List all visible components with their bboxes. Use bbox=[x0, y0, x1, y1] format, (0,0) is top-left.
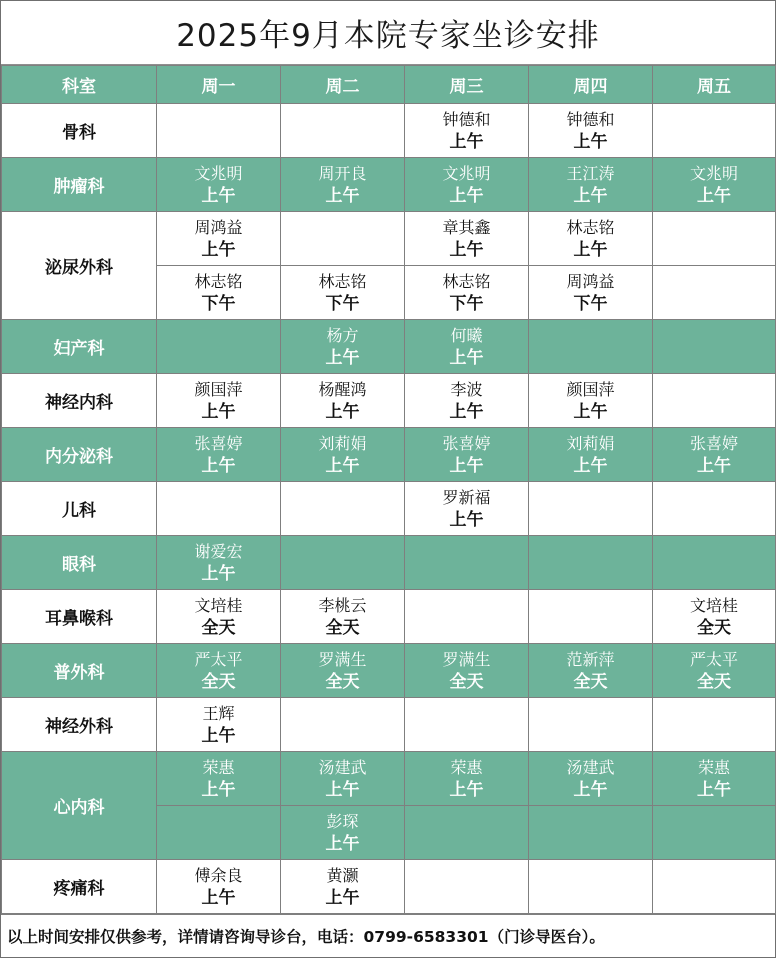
dept-cell: 泌尿外科 bbox=[2, 212, 157, 320]
session-time: 上午 bbox=[573, 455, 608, 476]
schedule-cell bbox=[529, 536, 653, 590]
session-time: 上午 bbox=[449, 347, 484, 368]
doctor-name: 周鸿益 bbox=[566, 271, 615, 291]
session-time: 上午 bbox=[201, 239, 236, 260]
session-time: 上午 bbox=[325, 185, 360, 206]
schedule-cell bbox=[405, 644, 529, 698]
doctor-name: 汤建武 bbox=[566, 757, 615, 777]
schedule-cell bbox=[405, 590, 529, 644]
schedule-cell bbox=[157, 698, 281, 752]
schedule-cell bbox=[653, 266, 776, 320]
doctor-name: 罗新福 bbox=[442, 487, 491, 507]
doctor-name: 王江涛 bbox=[566, 163, 615, 183]
schedule-cell bbox=[405, 860, 529, 914]
schedule-cell bbox=[529, 698, 653, 752]
schedule-cell bbox=[653, 428, 776, 482]
doctor-name: 谢爱宏 bbox=[194, 541, 243, 561]
schedule-cell bbox=[281, 320, 405, 374]
session-time: 全天 bbox=[325, 671, 360, 692]
session-time: 上午 bbox=[325, 833, 360, 854]
schedule-cell bbox=[157, 266, 281, 320]
schedule-cell bbox=[405, 320, 529, 374]
header-mon: 周一 bbox=[157, 66, 281, 104]
table-row bbox=[2, 374, 776, 428]
table-row bbox=[2, 590, 776, 644]
schedule-cell bbox=[405, 482, 529, 536]
header-dept: 科室 bbox=[2, 66, 157, 104]
session-time: 全天 bbox=[449, 671, 484, 692]
doctor-name: 文培桂 bbox=[689, 595, 738, 615]
session-time: 下午 bbox=[573, 293, 608, 314]
schedule-cell bbox=[653, 752, 776, 806]
session-time: 下午 bbox=[201, 293, 236, 314]
session-time: 上午 bbox=[697, 185, 731, 206]
schedule-cell bbox=[157, 428, 281, 482]
session-time: 上午 bbox=[449, 239, 484, 260]
schedule-cell bbox=[281, 482, 405, 536]
doctor-name: 文兆明 bbox=[689, 163, 738, 183]
schedule-cell bbox=[529, 644, 653, 698]
dept-cell: 疼痛科 bbox=[2, 860, 157, 914]
schedule-cell bbox=[157, 806, 281, 860]
schedule-cell bbox=[653, 158, 776, 212]
schedule-cell bbox=[405, 806, 529, 860]
doctor-name: 黄灏 bbox=[326, 865, 359, 885]
table-row bbox=[2, 860, 776, 914]
dept-cell: 心内科 bbox=[2, 752, 157, 860]
doctor-name: 张喜婷 bbox=[194, 433, 243, 453]
schedule-cell bbox=[653, 104, 776, 158]
doctor-name: 傅余良 bbox=[194, 865, 243, 885]
schedule-cell bbox=[653, 806, 776, 860]
doctor-name: 周开良 bbox=[318, 163, 367, 183]
schedule-cell bbox=[529, 374, 653, 428]
session-time: 全天 bbox=[573, 671, 608, 692]
schedule-cell bbox=[529, 104, 653, 158]
session-time: 上午 bbox=[449, 401, 484, 422]
table-row bbox=[2, 158, 776, 212]
doctor-name: 文兆明 bbox=[442, 163, 491, 183]
doctor-name: 范新萍 bbox=[566, 649, 615, 669]
dept-cell: 眼科 bbox=[2, 536, 157, 590]
doctor-name: 刘莉娟 bbox=[318, 433, 367, 453]
schedule-cell bbox=[529, 806, 653, 860]
schedule-cell bbox=[529, 320, 653, 374]
table-row bbox=[2, 536, 776, 590]
session-time: 上午 bbox=[325, 401, 360, 422]
schedule-cell bbox=[281, 104, 405, 158]
schedule-cell bbox=[405, 374, 529, 428]
session-time: 上午 bbox=[201, 563, 236, 584]
schedule-cell bbox=[157, 104, 281, 158]
doctor-name: 杨醒鸿 bbox=[318, 379, 367, 399]
schedule-cell bbox=[281, 590, 405, 644]
session-time: 下午 bbox=[325, 293, 360, 314]
schedule-cell bbox=[405, 536, 529, 590]
schedule-cell bbox=[529, 266, 653, 320]
schedule-cell bbox=[281, 212, 405, 266]
schedule-cell bbox=[529, 212, 653, 266]
session-time: 上午 bbox=[325, 347, 360, 368]
doctor-name: 颜国萍 bbox=[566, 379, 615, 399]
schedule-cell bbox=[281, 266, 405, 320]
session-time: 全天 bbox=[201, 617, 236, 638]
doctor-name: 严太平 bbox=[194, 649, 243, 669]
schedule-cell bbox=[653, 320, 776, 374]
schedule-cell bbox=[157, 158, 281, 212]
schedule-table bbox=[1, 65, 776, 914]
doctor-name: 罗满生 bbox=[442, 649, 491, 669]
table-header-row bbox=[2, 66, 776, 104]
session-time: 上午 bbox=[201, 185, 236, 206]
page-title: 2025年9月本院专家坐诊安排 bbox=[1, 1, 775, 65]
dept-cell: 儿科 bbox=[2, 482, 157, 536]
doctor-name: 张喜婷 bbox=[689, 433, 738, 453]
header-wed: 周三 bbox=[405, 66, 529, 104]
session-time: 上午 bbox=[201, 725, 236, 746]
doctor-name: 荣惠 bbox=[202, 757, 235, 777]
table-row bbox=[2, 428, 776, 482]
session-time: 上午 bbox=[449, 779, 484, 800]
schedule-cell bbox=[157, 752, 281, 806]
dept-cell: 妇产科 bbox=[2, 320, 157, 374]
doctor-name: 颜国萍 bbox=[194, 379, 243, 399]
doctor-name: 彭琛 bbox=[326, 811, 359, 831]
doctor-name: 钟德和 bbox=[442, 109, 491, 129]
doctor-name: 周鸿益 bbox=[194, 217, 243, 237]
session-time: 上午 bbox=[449, 185, 484, 206]
doctor-name: 林志铭 bbox=[318, 271, 367, 291]
schedule-cell bbox=[529, 752, 653, 806]
session-time: 上午 bbox=[325, 779, 360, 800]
schedule-cell bbox=[529, 158, 653, 212]
session-time: 上午 bbox=[449, 131, 484, 152]
session-time: 上午 bbox=[325, 455, 360, 476]
session-time: 上午 bbox=[201, 779, 236, 800]
session-time: 上午 bbox=[201, 455, 236, 476]
session-time: 上午 bbox=[449, 509, 484, 530]
dept-cell: 肿瘤科 bbox=[2, 158, 157, 212]
schedule-cell bbox=[281, 158, 405, 212]
doctor-name: 文培桂 bbox=[194, 595, 243, 615]
session-time: 上午 bbox=[573, 779, 608, 800]
schedule-cell bbox=[653, 860, 776, 914]
schedule-cell bbox=[529, 428, 653, 482]
schedule-cell bbox=[653, 482, 776, 536]
schedule-cell bbox=[405, 698, 529, 752]
session-time: 上午 bbox=[573, 401, 608, 422]
table-row bbox=[2, 752, 776, 806]
schedule-cell bbox=[281, 374, 405, 428]
schedule-cell bbox=[529, 860, 653, 914]
doctor-name: 章其鑫 bbox=[442, 217, 491, 237]
schedule-cell bbox=[529, 590, 653, 644]
session-time: 上午 bbox=[201, 401, 236, 422]
schedule-cell bbox=[157, 536, 281, 590]
doctor-name: 林志铭 bbox=[442, 271, 491, 291]
session-time: 上午 bbox=[697, 779, 731, 800]
table-row bbox=[2, 212, 776, 266]
session-time: 上午 bbox=[449, 455, 484, 476]
schedule-cell bbox=[157, 374, 281, 428]
schedule-cell bbox=[157, 212, 281, 266]
dept-cell: 普外科 bbox=[2, 644, 157, 698]
schedule-cell bbox=[281, 644, 405, 698]
session-time: 上午 bbox=[573, 239, 608, 260]
doctor-name: 杨方 bbox=[326, 325, 359, 345]
dept-cell: 神经外科 bbox=[2, 698, 157, 752]
schedule-cell bbox=[405, 266, 529, 320]
schedule-cell bbox=[653, 590, 776, 644]
doctor-name: 荣惠 bbox=[450, 757, 483, 777]
session-time: 全天 bbox=[697, 671, 731, 692]
schedule-cell bbox=[653, 644, 776, 698]
table-row bbox=[2, 644, 776, 698]
doctor-name: 张喜婷 bbox=[442, 433, 491, 453]
schedule-cell bbox=[405, 158, 529, 212]
schedule-cell bbox=[653, 212, 776, 266]
table-row bbox=[2, 320, 776, 374]
schedule-cell bbox=[405, 428, 529, 482]
schedule-cell bbox=[653, 698, 776, 752]
schedule-body bbox=[2, 104, 776, 914]
doctor-name: 罗满生 bbox=[318, 649, 367, 669]
schedule-cell bbox=[157, 482, 281, 536]
session-time: 全天 bbox=[325, 617, 360, 638]
session-time: 上午 bbox=[573, 185, 608, 206]
schedule-cell bbox=[653, 536, 776, 590]
schedule-cell bbox=[281, 536, 405, 590]
header-thu: 周四 bbox=[529, 66, 653, 104]
schedule-cell bbox=[157, 860, 281, 914]
header-tue: 周二 bbox=[281, 66, 405, 104]
session-time: 全天 bbox=[697, 617, 731, 638]
footer-note: 以上时间安排仅供参考，详情请咨询导诊台，电话：0799-6583301（门诊导医台）。 bbox=[1, 914, 775, 957]
doctor-name: 李波 bbox=[450, 379, 483, 399]
dept-cell: 内分泌科 bbox=[2, 428, 157, 482]
session-time: 上午 bbox=[201, 887, 236, 908]
doctor-name: 钟德和 bbox=[566, 109, 615, 129]
table-row bbox=[2, 698, 776, 752]
doctor-name: 王辉 bbox=[202, 703, 235, 723]
schedule-cell bbox=[157, 590, 281, 644]
schedule-cell bbox=[281, 860, 405, 914]
doctor-name: 林志铭 bbox=[566, 217, 615, 237]
schedule-cell bbox=[529, 482, 653, 536]
table-row bbox=[2, 482, 776, 536]
doctor-name: 李桃云 bbox=[318, 595, 367, 615]
schedule-cell bbox=[653, 374, 776, 428]
schedule-cell bbox=[405, 752, 529, 806]
doctor-name: 刘莉娟 bbox=[566, 433, 615, 453]
schedule-cell bbox=[281, 428, 405, 482]
dept-cell: 耳鼻喉科 bbox=[2, 590, 157, 644]
schedule-cell bbox=[405, 212, 529, 266]
doctor-name: 严太平 bbox=[689, 649, 738, 669]
schedule-cell bbox=[157, 320, 281, 374]
doctor-name: 汤建武 bbox=[318, 757, 367, 777]
doctor-name: 何曦 bbox=[450, 325, 483, 345]
session-time: 全天 bbox=[201, 671, 236, 692]
table-row bbox=[2, 104, 776, 158]
doctor-name: 文兆明 bbox=[194, 163, 243, 183]
session-time: 上午 bbox=[573, 131, 608, 152]
header-fri: 周五 bbox=[653, 66, 776, 104]
schedule-cell bbox=[157, 644, 281, 698]
dept-cell: 神经内科 bbox=[2, 374, 157, 428]
session-time: 上午 bbox=[697, 455, 731, 476]
doctor-name: 荣惠 bbox=[697, 757, 730, 777]
session-time: 下午 bbox=[449, 293, 484, 314]
session-time: 上午 bbox=[325, 887, 360, 908]
schedule-cell bbox=[281, 752, 405, 806]
schedule-cell bbox=[405, 104, 529, 158]
dept-cell: 骨科 bbox=[2, 104, 157, 158]
schedule-cell bbox=[281, 698, 405, 752]
schedule-cell bbox=[281, 806, 405, 860]
doctor-name: 林志铭 bbox=[194, 271, 243, 291]
